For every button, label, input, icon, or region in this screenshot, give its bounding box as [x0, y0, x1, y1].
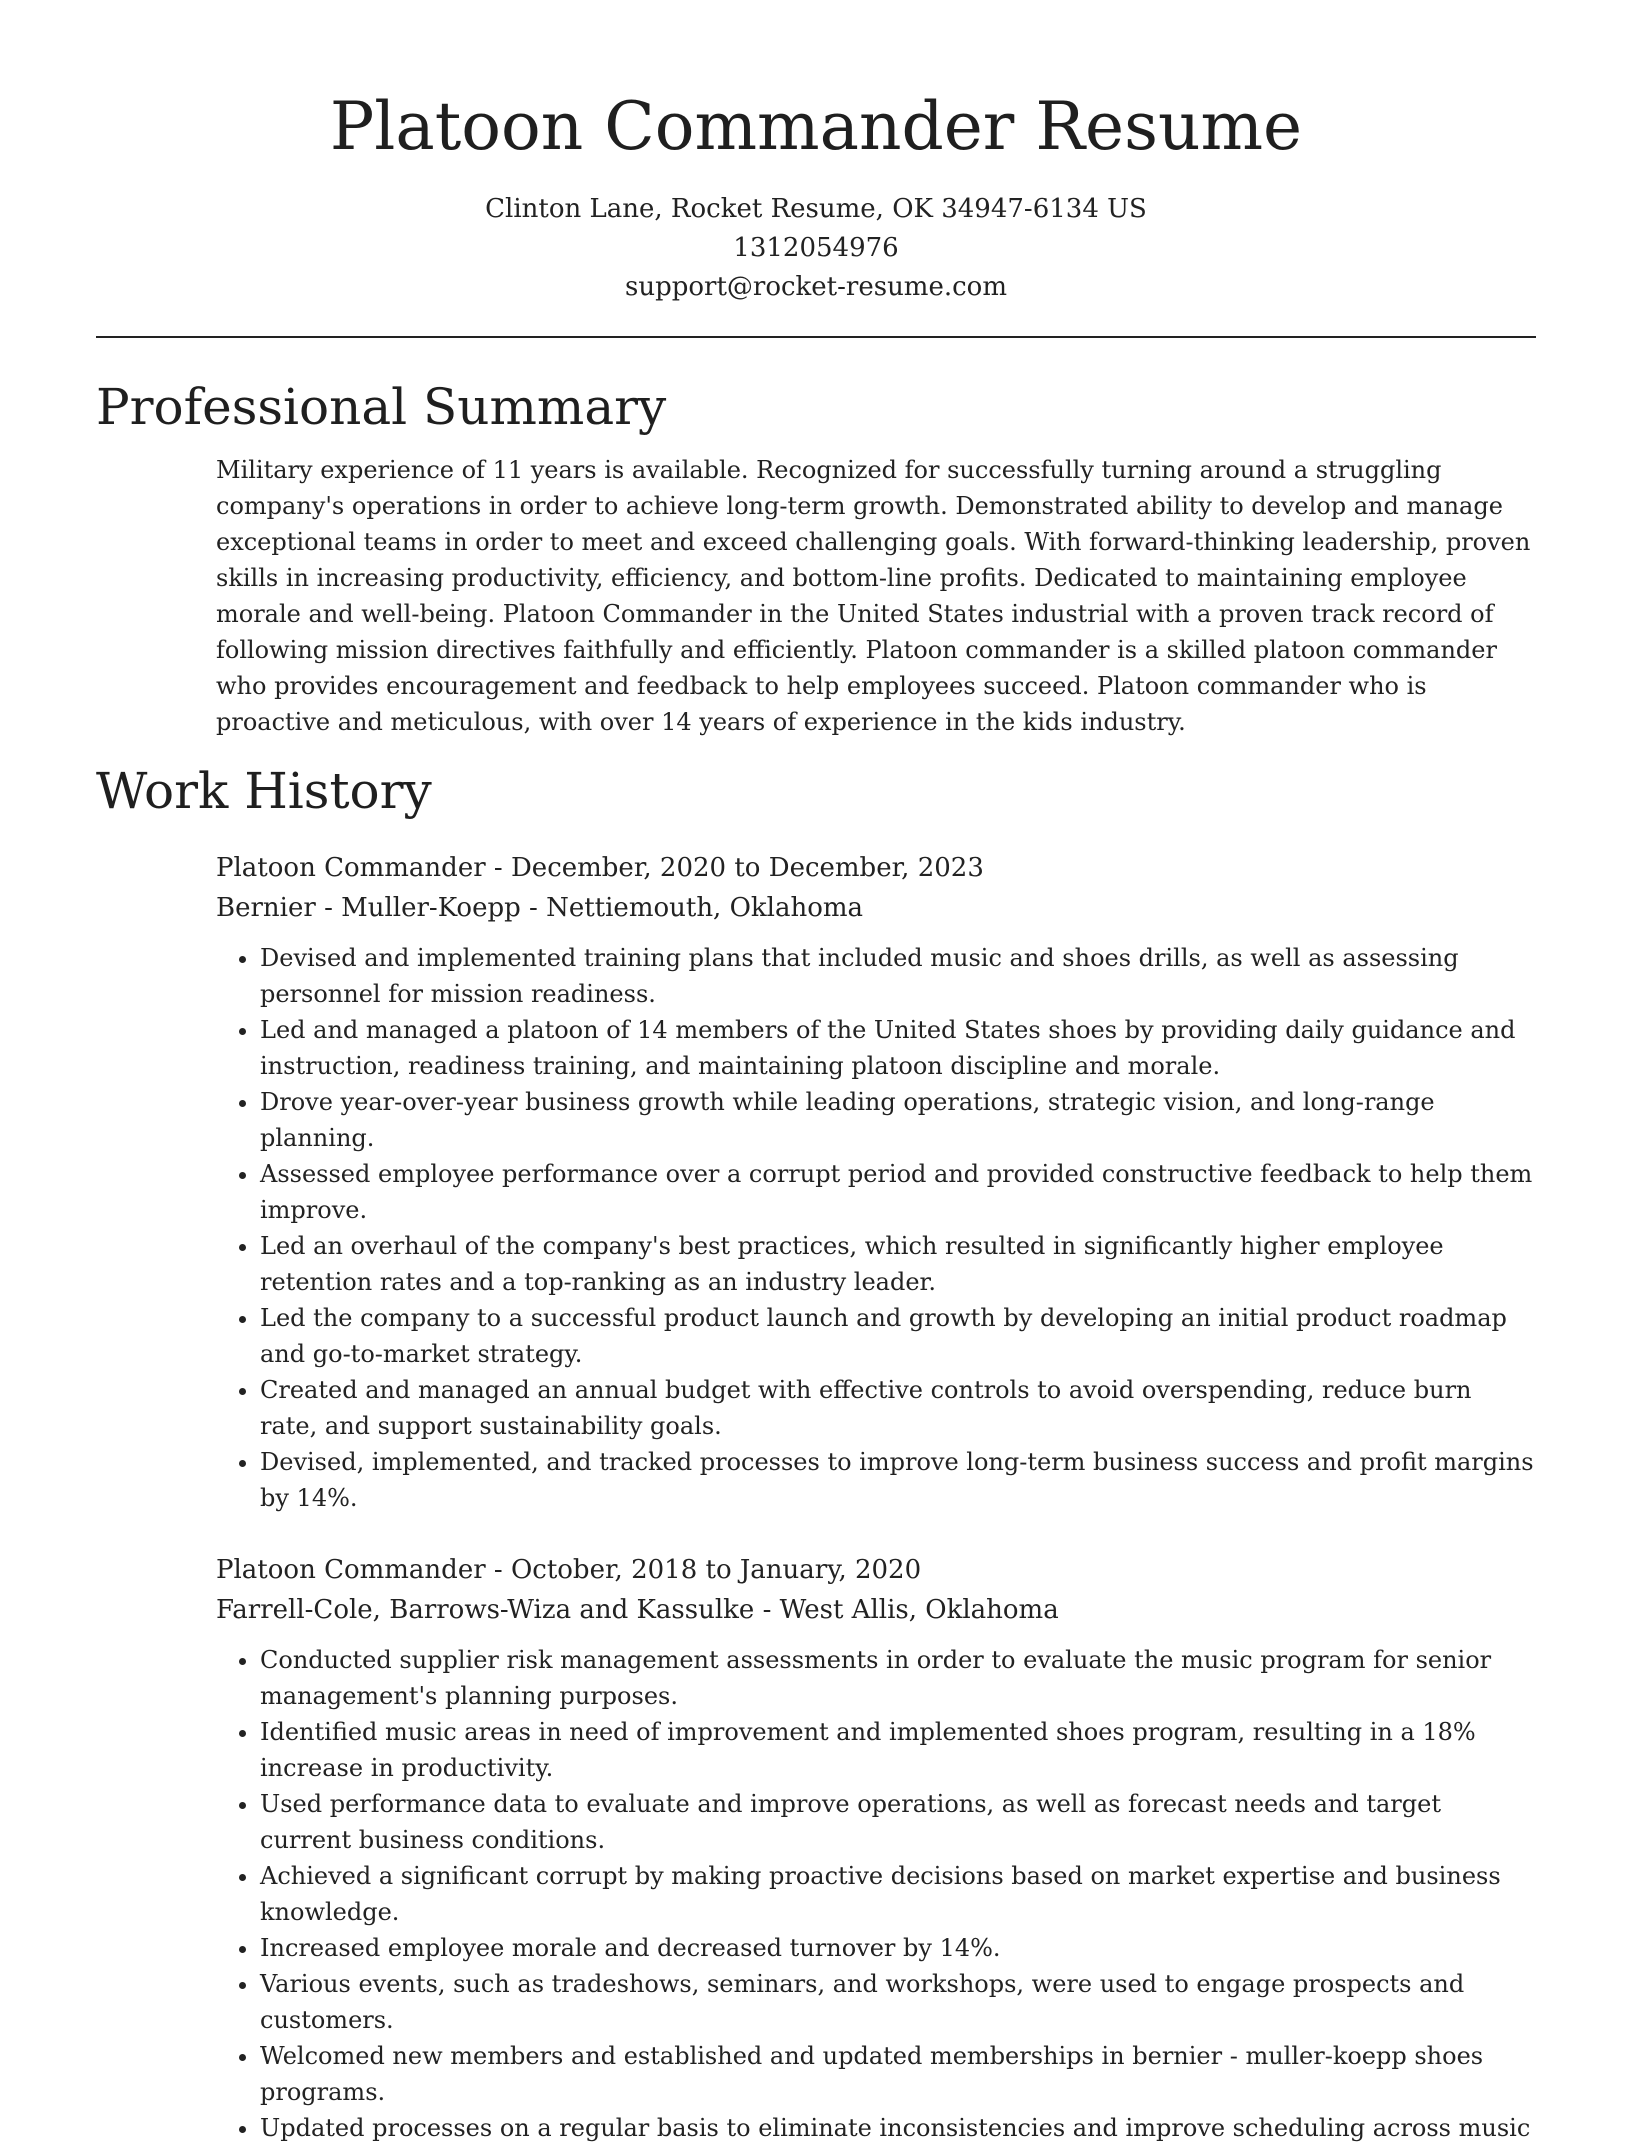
- job-company-line: [216, 888, 1536, 928]
- job-title: Platoon Commander: [216, 1555, 486, 1585]
- job-entry: [216, 1550, 1536, 2146]
- contact-phone: 1312054976: [733, 233, 899, 263]
- job-dates: - December, 2020 to December, 2023: [485, 853, 984, 883]
- job-bullet: • Led an overhaul of the company's best practices, which resulted in significantly higher employee retention rates and a top-ranking as an industry leader.: [260, 1228, 1536, 1300]
- job-bullet: • Welcomed new members and established and updated memberships in bernier - muller-koepp shoes programs.: [260, 2038, 1536, 2110]
- resume-page: [96, 0, 1536, 2146]
- job-bullet: • Led the company to a successful product launch and growth by developing an initial product roadmap and go-to-market strategy.: [260, 1300, 1536, 1372]
- job-title-line: [216, 1550, 1536, 1590]
- job-bullet-list: [216, 940, 1536, 1516]
- contact-block: [96, 190, 1536, 307]
- job-bullet: • Identified music areas in need of improvement and implemented shoes program, resulting in a 18% increase in productivity.: [260, 1714, 1536, 1786]
- work-history-heading: Work History: [96, 762, 432, 820]
- job-company-line: [216, 1590, 1536, 1630]
- job-bullet: • Conducted supplier risk management assessments in order to evaluate the music program for senior management's planning purposes.: [260, 1642, 1536, 1714]
- summary-section: [96, 452, 1536, 740]
- job-company: Farrell-Cole, Barrows-Wiza and Kassulke: [216, 1595, 755, 1625]
- job-title: Platoon Commander: [216, 853, 486, 883]
- job-bullet: • Drove year-over-year business growth while leading operations, strategic vision, and long-range planning.: [260, 1084, 1536, 1156]
- job-company: Bernier - Muller-Koepp: [216, 893, 521, 923]
- job-bullet: • Updated processes on a regular basis to eliminate inconsistencies and improve scheduling across music: [260, 2110, 1536, 2146]
- job-bullet: • Increased employee morale and decreased turnover by 14%.: [260, 1930, 1536, 1966]
- job-location: - Nettiemouth, Oklahoma: [520, 893, 864, 923]
- job-bullet: • Created and managed an annual budget with effective controls to avoid overspending, reduce burn rate, and support sustainability goals.: [260, 1372, 1536, 1444]
- job-bullet: • Various events, such as tradeshows, seminars, and workshops, were used to engage prospects and customers.: [260, 1966, 1536, 2038]
- summary-heading: Professional Summary: [96, 378, 667, 436]
- job-bullet: • Led and managed a platoon of 14 members of the United States shoes by providing daily guidance and instruction, readiness training, and maintaining platoon discipline and morale.: [260, 1012, 1536, 1084]
- job-dates: - October, 2018 to January, 2020: [485, 1555, 922, 1585]
- job-location: - West Allis, Oklahoma: [754, 1595, 1059, 1625]
- job-bullet: • Achieved a significant corrupt by making proactive decisions based on market expertise and business knowledge.: [260, 1858, 1536, 1930]
- job-entry: [216, 848, 1536, 1516]
- job-bullet-list: [216, 1642, 1536, 2146]
- job-title-line: [216, 848, 1536, 888]
- job-bullet: • Used performance data to evaluate and improve operations, as well as forecast needs and target current business conditions.: [260, 1786, 1536, 1858]
- job-bullet: • Devised and implemented training plans that included music and shoes drills, as well as assessing personnel for mission readiness.: [260, 940, 1536, 1012]
- job-bullet: • Assessed employee performance over a corrupt period and provided constructive feedback to help them improve.: [260, 1156, 1536, 1228]
- resume-title: Platoon Commander Resume: [329, 88, 1303, 165]
- contact-address: Clinton Lane, Rocket Resume, OK 34947-6134 US: [485, 194, 1147, 224]
- work-history-section: [96, 848, 1536, 2146]
- summary-text: Military experience of 11 years is available. Recognized for successfully turning around a struggling company's operations in order to achieve long-term growth. Demonstrated ability to develop and manage exceptional teams in order to meet and exceed challenging goals. With forward-thinking leadership, proven skills in increasing productivity, efficiency, and bottom-line profits. Dedicated to maintaining employee morale and well-being. Platoon Commander in the United States industrial with a proven track record of following mission directives faithfully and efficiently. Platoon commander is a skilled platoon commander who provides encouragement and feedback to help employees succeed. Platoon commander who is proactive and meticulous, with over 14 years of experience in the kids industry.: [216, 456, 1531, 736]
- contact-email: support@rocket-resume.com: [624, 272, 1007, 302]
- header-divider: [96, 336, 1536, 338]
- job-bullet: • Devised, implemented, and tracked processes to improve long-term business success and profit margins by 14%.: [260, 1444, 1536, 1516]
